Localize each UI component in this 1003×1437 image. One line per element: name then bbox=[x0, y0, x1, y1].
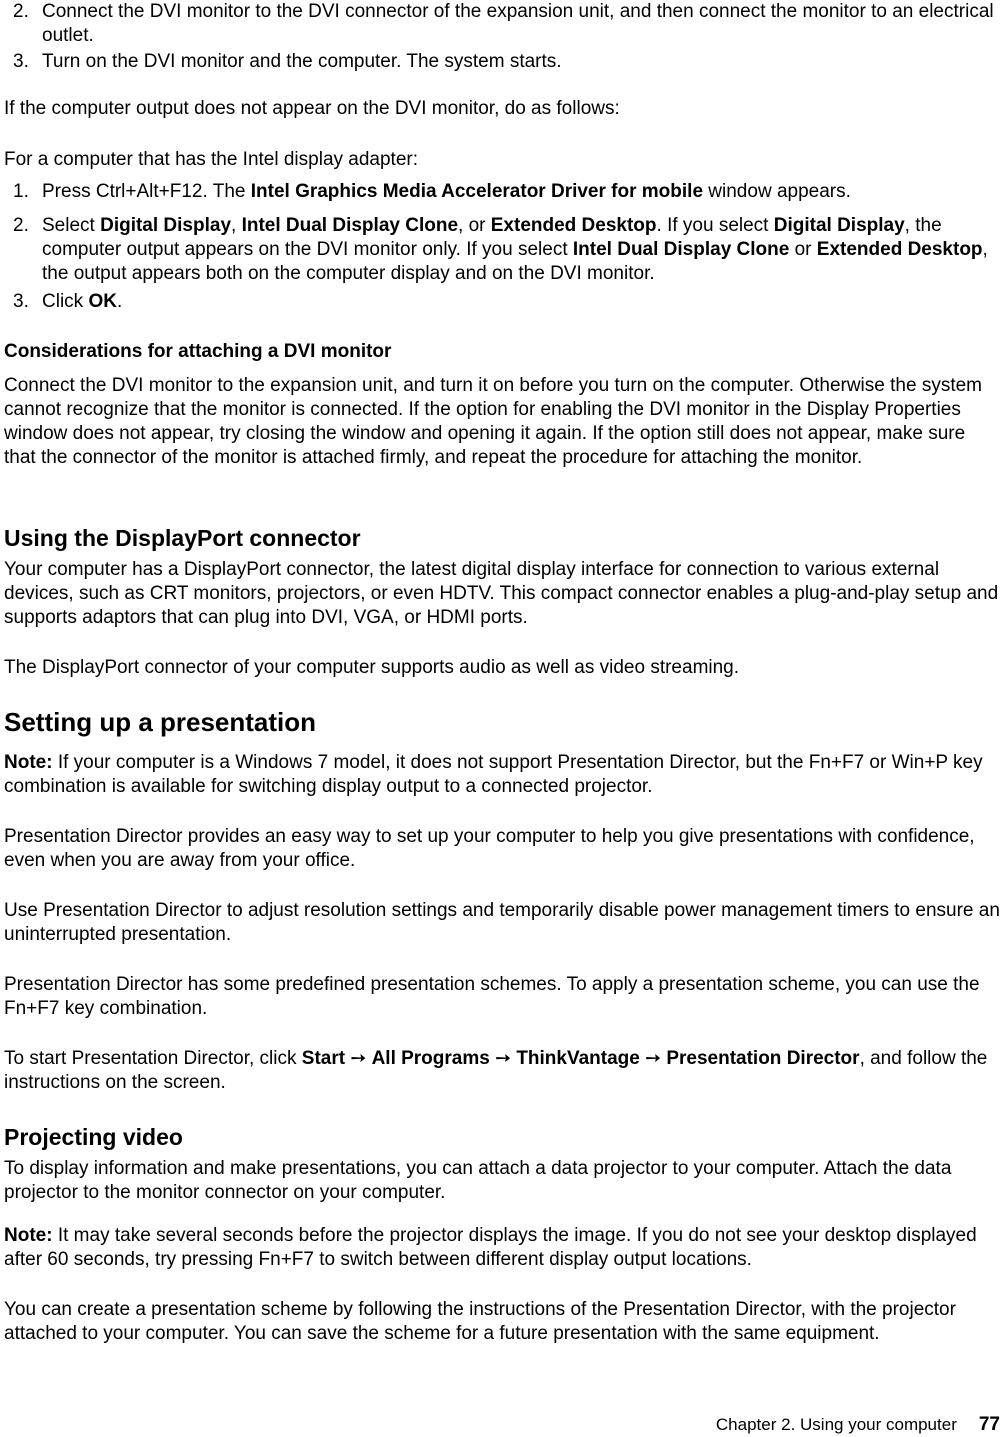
section-heading: Setting up a presentation bbox=[4, 707, 317, 737]
list-number: 2. bbox=[13, 1, 29, 22]
chapter-label: Chapter 2. Using your computer bbox=[715, 1415, 957, 1434]
section-heading: Using the DisplayPort connector bbox=[4, 525, 361, 551]
paragraph: Use Presentation Director to adjust resolution settings and temporarily disable power management timers to ensure an uninterrupted presentation. bbox=[4, 900, 1000, 945]
list-text: Press Ctrl+Alt+F12. The Intel Graphics Media Accelerator Driver for mobile window appears. bbox=[42, 181, 851, 202]
paragraph: To start Presentation Director, click Start ➙ All Programs ➙ ThinkVantage ➙ Presentation Director, and follow the instructions on the screen. bbox=[4, 1048, 988, 1093]
paragraph: If the computer output does not appear on the DVI monitor, do as follows: bbox=[4, 98, 620, 119]
paragraph: Presentation Director has some predefined presentation schemes. To apply a presentation scheme, you can use the Fn+F7 key combination. bbox=[4, 974, 980, 1019]
arrow-icon: ➙ bbox=[645, 1048, 662, 1069]
paragraph: Your computer has a DisplayPort connector, the latest digital display interface for connection to various external devices, such as CRT monitors, projectors, or even HDTV. This compact connector enables a plug-and-play setup and supports adaptors that can plug into DVI, VGA, or HDMI ports. bbox=[4, 559, 999, 628]
list-text: Click OK. bbox=[42, 291, 123, 312]
list-item bbox=[4, 0, 1000, 48]
section-heading: Considerations for attaching a DVI monitor bbox=[4, 341, 392, 362]
list-item bbox=[4, 180, 1000, 204]
paragraph: The DisplayPort connector of your computer supports audio as well as video streaming. bbox=[4, 657, 740, 678]
page-number: 77 bbox=[978, 1414, 1000, 1435]
list-text: Turn on the DVI monitor and the computer. The system starts. bbox=[42, 51, 562, 72]
list-text: Select Digital Display, Intel Dual Display Clone, or Extended Desktop. If you select Digital Display, the computer output appears on the DVI monitor only. If you select Intel Dual Display Clone or Extended Desktop, the output appears both on the computer display and on the DVI monitor. bbox=[42, 215, 988, 284]
paragraph: For a computer that has the Intel display adapter: bbox=[4, 149, 419, 170]
arrow-icon: ➙ bbox=[495, 1048, 512, 1069]
note: Note: It may take several seconds before the projector displays the image. If you do not see your desktop displayed after 60 seconds, try pressing Fn+F7 to switch between different display output locations. bbox=[4, 1225, 977, 1270]
list-number: 1. bbox=[13, 181, 29, 202]
note: Note: If your computer is a Windows 7 model, it does not support Presentation Director, but the Fn+F7 or Win+P key combination is available for switching display output to a connected projector. bbox=[4, 752, 983, 797]
arrow-icon: ➙ bbox=[350, 1048, 367, 1069]
list-item bbox=[4, 214, 1000, 286]
list-number: 3. bbox=[13, 291, 29, 312]
list-item bbox=[4, 50, 1000, 74]
paragraph: To display information and make presentations, you can attach a data projector to your computer. Attach the data projector to the monitor connector on your computer. bbox=[4, 1158, 952, 1203]
list-number: 3. bbox=[13, 51, 29, 72]
list-item bbox=[4, 290, 1000, 314]
paragraph: Connect the DVI monitor to the expansion unit, and turn it on before you turn on the computer. Otherwise the system cannot recognize that the monitor is connected. If the option for enabling the DVI monitor in the Display Properties window does not appear, try closing the window and opening it again. If the option still does not appear, make sure that the connector of the monitor is attached firmly, and repeat the procedure for attaching the monitor. bbox=[4, 375, 982, 468]
section-heading: Projecting video bbox=[4, 1124, 183, 1150]
paragraph: You can create a presentation scheme by following the instructions of the Presentation Director, with the projector attached to your computer. You can save the scheme for a future presentation with the same equipment. bbox=[4, 1299, 956, 1344]
list-text: Connect the DVI monitor to the DVI connector of the expansion unit, and then connect the monitor to an electrical outlet. bbox=[42, 1, 994, 46]
list-number: 2. bbox=[13, 215, 29, 236]
paragraph: Presentation Director provides an easy way to set up your computer to help you give presentations with confidence, even when you are away from your office. bbox=[4, 826, 975, 871]
page-footer bbox=[716, 1413, 1000, 1437]
